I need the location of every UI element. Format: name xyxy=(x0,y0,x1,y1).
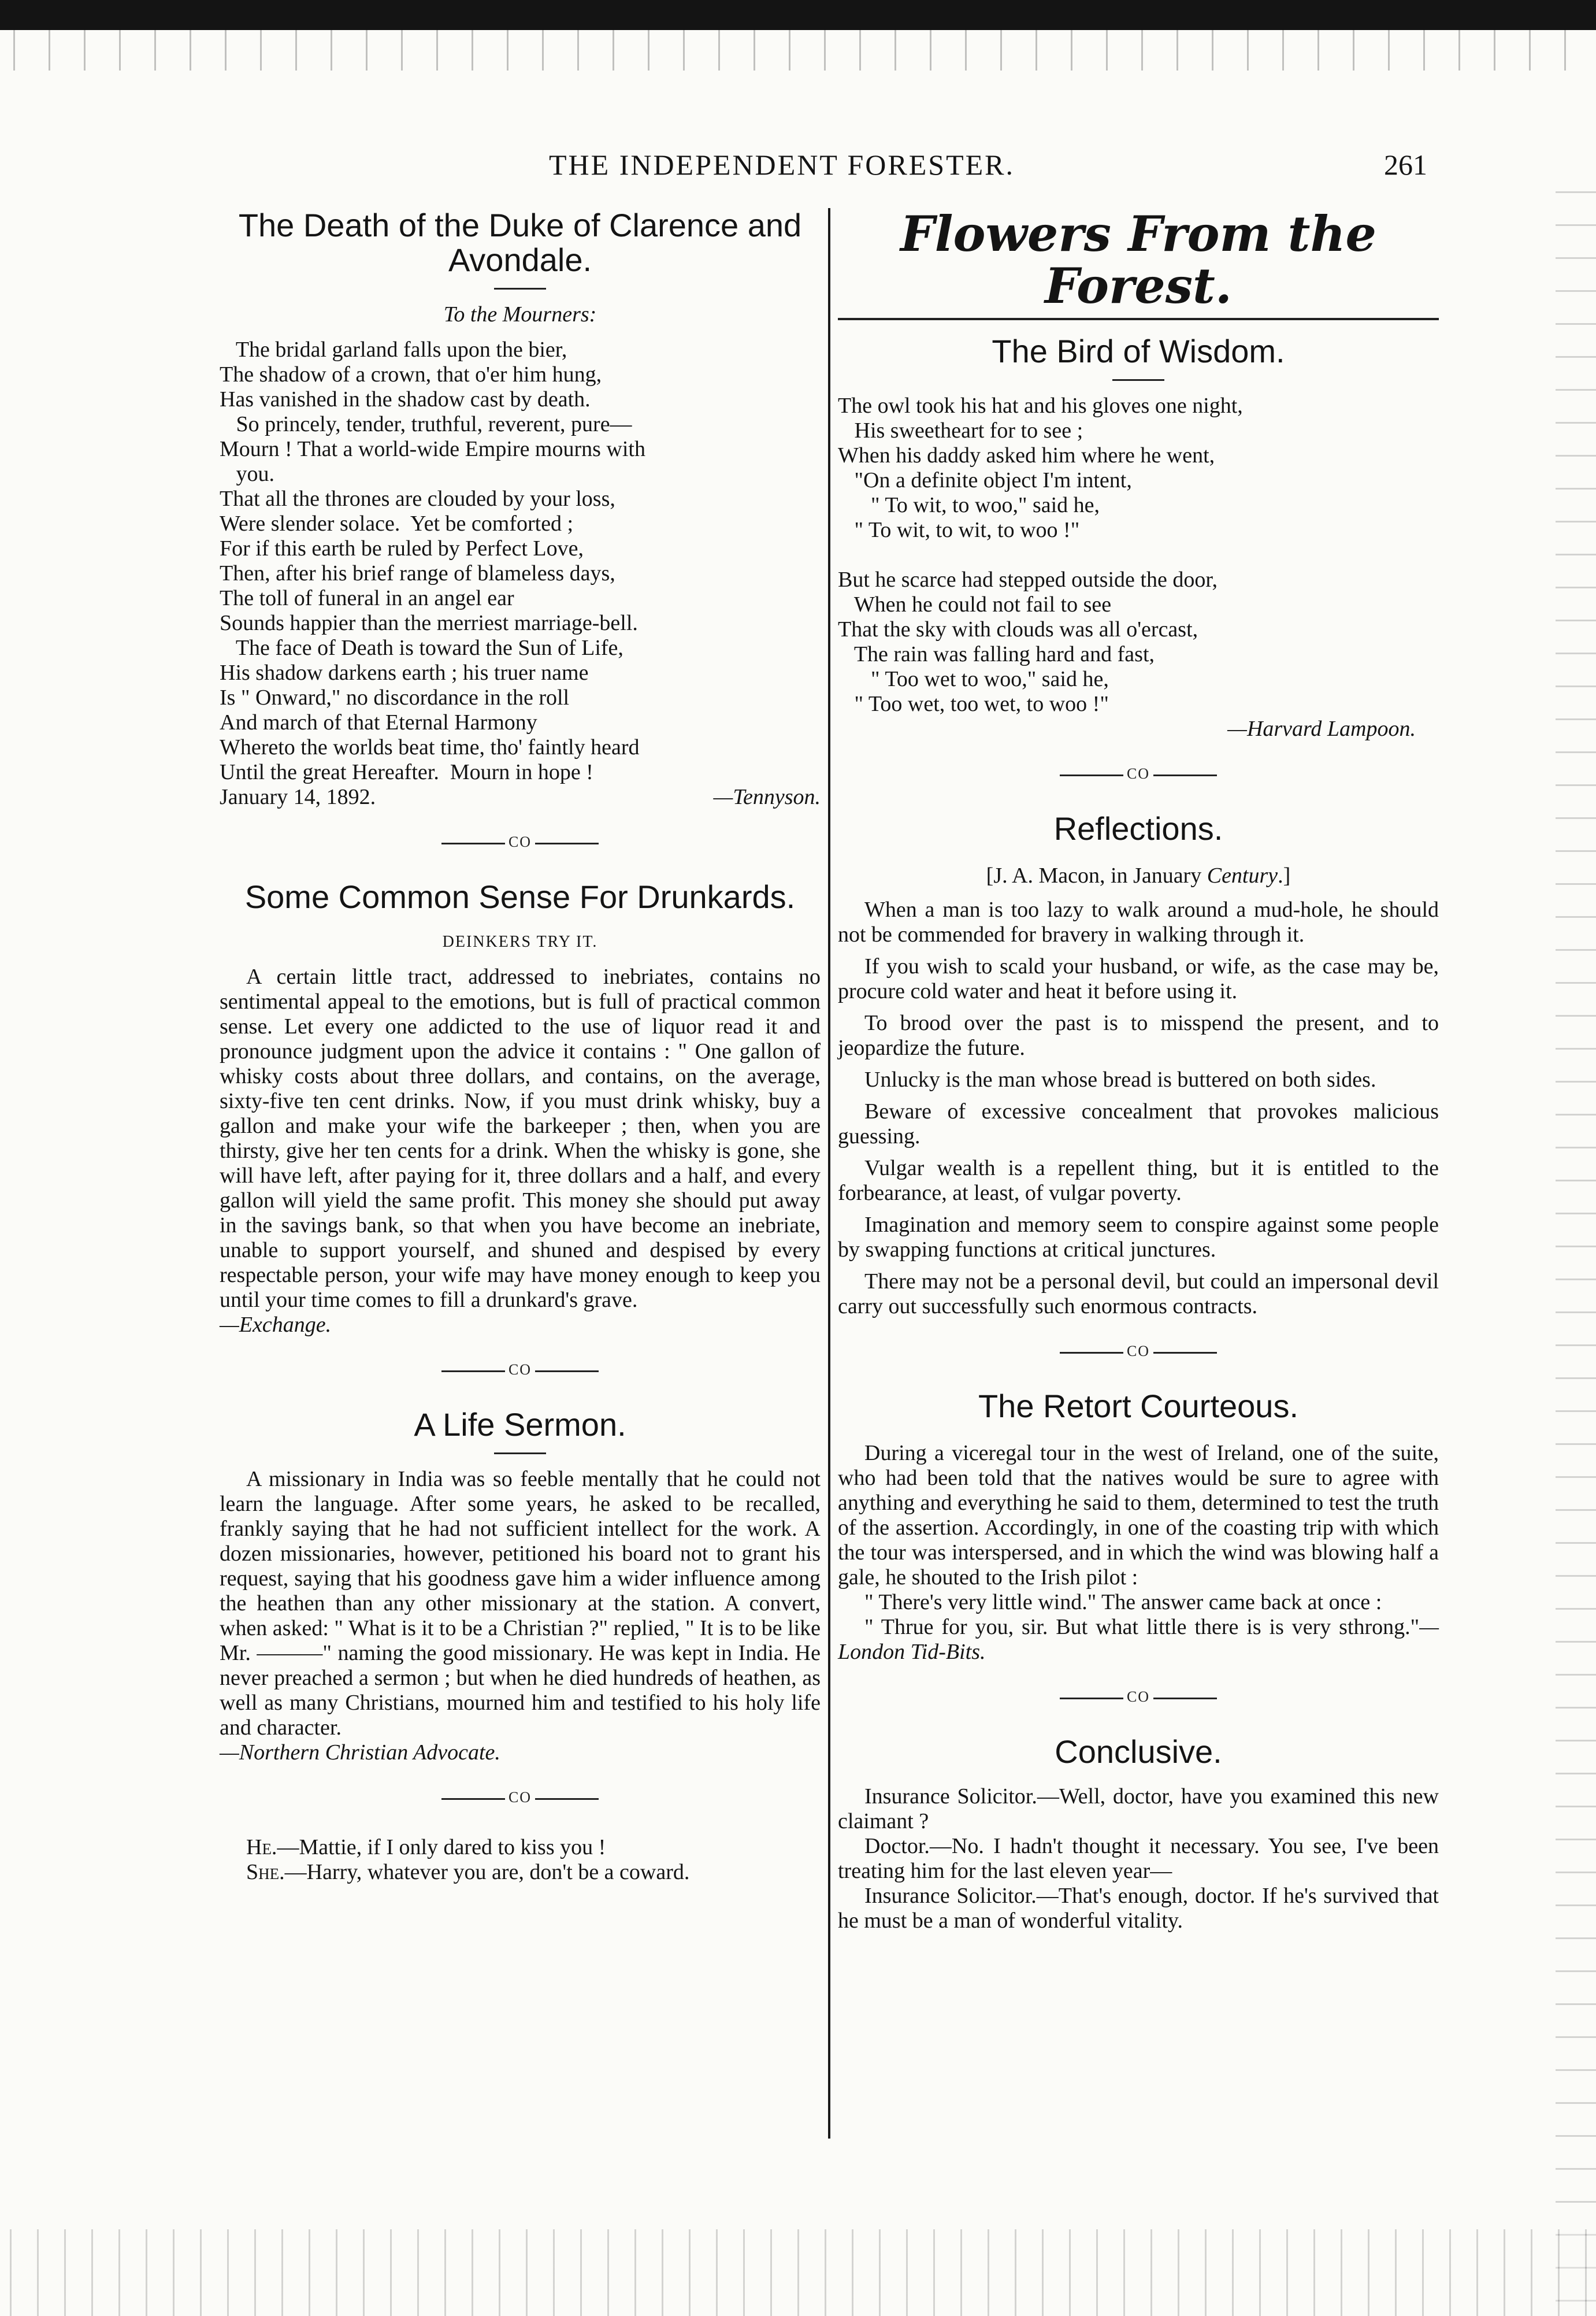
reflection-item: When a man is too lazy to walk around a mud-hole, he should not be commended for bravery in walking through it. xyxy=(838,898,1439,947)
reflection-item: Beware of excessive concealment that provokes malicious guessing. xyxy=(838,1099,1439,1148)
owl-source: —Harvard Lampoon. xyxy=(1227,717,1416,741)
duke-dedication: To the Mourners: xyxy=(443,302,597,327)
duke-date: January 14, 1892. xyxy=(220,785,376,809)
spacer xyxy=(838,1769,1439,1784)
retort-body-1: During a viceregal tour in the west of Ireland, one of the suite, who had been told that the natives would be sure to agree with anything and everything he said to them, determined to test the truth of the assertion. Accordingly, in one of the coasting trip with which the tour was interspersed, and in which the wind was blowing half a gale, he shouted to the Irish pilot : xyxy=(838,1441,1439,1589)
credit-suffix: .] xyxy=(1278,864,1291,888)
duke-author: —Tennyson. xyxy=(713,785,821,809)
separator-ornament: CO xyxy=(838,1684,1439,1709)
left-column xyxy=(220,208,821,1885)
rule xyxy=(1112,379,1164,381)
reflection-item: To brood over the past is to misspend the present, and to jeopardize the future. xyxy=(838,1011,1439,1060)
conclusive-p3: Insurance Solicitor.—That's enough, doctor. If he's survived that he must be a man of wonderful vitality. xyxy=(838,1884,1439,1933)
kiss-he xyxy=(220,1835,821,1860)
right-column xyxy=(838,205,1439,1933)
section-rule xyxy=(838,318,1439,320)
drunkards-title: Some Common Sense For Drunkards. xyxy=(244,879,796,915)
separator-ornament: CO xyxy=(838,761,1439,786)
page-top-border xyxy=(0,0,1596,30)
reflection-item: Vulgar wealth is a repellent thing, but it is entitled to the forbearance, at least, of vulgar poverty. xyxy=(838,1156,1439,1205)
running-head: THE INDEPENDENT FORESTER. xyxy=(549,149,1015,181)
drunkards-subtitle: DEINKERS TRY IT. xyxy=(442,933,598,951)
credit-prefix: [J. A. Macon, in January xyxy=(986,864,1207,888)
spacer xyxy=(838,1424,1439,1441)
separator-ornament: CO xyxy=(220,1785,821,1810)
reflection-item: There may not be a personal devil, but could an impersonal devil carry out successfully such enormous contracts. xyxy=(838,1269,1439,1318)
drunkards-source: —Exchange. xyxy=(220,1313,332,1337)
rule xyxy=(494,288,546,290)
separator-ornament: CO xyxy=(220,1357,821,1382)
sermon-body: A missionary in India was so feeble mentally that he could not learn the language. After some years, he asked to be recalled, frankly saying that he had not sufficient intellect for the work. A dozen missionaries, however, petitioned his board not to grant his request, saying that his goodness gave him a wider influence among the heathen than any other missionary at the station. A convert, when asked: " What is it to be a Christian ?" replied, " It is to be like Mr. ———" naming the good missionary. He was kept in India. He never preached a sermon ; but when he died hundreds of heathen, as well as many Christians, mourned him and testified to his holy life and character. xyxy=(220,1467,821,1740)
separator-ornament: CO xyxy=(220,829,821,854)
scan-noise-right xyxy=(1556,173,1596,2312)
duke-byline xyxy=(220,785,821,810)
retort-source: —London Tid-Bits. xyxy=(838,1615,1439,1664)
credit-magazine: Century xyxy=(1207,864,1278,888)
separator-ornament: CO xyxy=(838,1339,1439,1363)
conclusive-p2: Doctor.—No. I hadn't thought it necessary. You see, I've been treating him for the last eleven year— xyxy=(838,1834,1439,1883)
scan-noise-top xyxy=(0,30,1596,71)
reflections-title: Reflections. xyxy=(1053,810,1223,847)
spacer xyxy=(220,914,821,929)
retort-quote: " Thrue for you, sir. But what little there is is very sthrong." xyxy=(864,1615,1420,1639)
spacer xyxy=(838,846,1439,864)
reflection-item: Unlucky is the man whose bread is buttered on both sides. xyxy=(864,1068,1376,1092)
reflection-item: Imagination and memory seem to conspire against some people by swapping functions at critical junctures. xyxy=(838,1213,1439,1262)
he-label: He. xyxy=(246,1835,277,1859)
retort-title: The Retort Courteous. xyxy=(978,1388,1299,1424)
duke-poem: The bridal garland falls upon the bier, The shadow of a crown, that o'er him hung, Has vanished in the shadow cast by death. So princely, tender, truthful, reverent, pure— Mourn ! That a world-wide Empire mourns with you. That all the thrones are clouded by your loss, Were slender solace. Yet be comforted ; For if this earth be ruled by Perfect Love, Then, after his brief range of blameless days, The toll of funeral in an angel ear Sounds happier than the merriest marriage-bell. The face of Death is toward the Sun of Life, His shadow darkens earth ; his truer name Is " Onward," no discordance in the roll And march of that Eternal Harmony Whereto the worlds beat time, tho' faintly heard Until the great Hereafter. Mourn in hope ! xyxy=(220,338,645,784)
rule xyxy=(494,1452,546,1454)
drunkards-body: A certain little tract, addressed to inebriates, contains no sentimental appeal to the emotions, but is full of practical common sense. Let every one addicted to the use of liquor read it and pronounce judgment upon the advice it contains : " One gallon of whisky costs about three dollars, and contains, on the average, sixty-five ten cent drinks. Now, if you must drink whisky, buy a gallon and make your wife the barkeeper ; then, when you are thirsty, give her ten cents for a drink. When the whisky is gone, she will have left, after paying for it, three dollars and a half, and every gallon will yield the same profit. This money she should put away in the savings bank, so that when you have become an inebriate, unable to support yourself, and shuned and despised by every respectable person, your wife may have money enough to keep you until your time comes to fill a drunkard's grave. xyxy=(220,965,821,1312)
retort-body-2: " There's very little wind." The answer came back at once : xyxy=(864,1590,1382,1614)
reflections-credit xyxy=(838,864,1439,888)
she-line: —Harry, whatever you are, don't be a coward. xyxy=(284,1860,690,1884)
owl-poem: The owl took his hat and his gloves one night, His sweetheart for to see ; When his daddy asked him where he went, "On a definite object I'm intent, " To wit, to woo," said he, " To wit, to wit, to woo !" But he scarce had stepped outside the door, When he could not fail to see That the sky with clouds was all o'ercast, The rain was falling hard and fast, " Too wet to woo," said he, " Too wet, too wet, to woo !" xyxy=(838,394,1243,716)
sermon-title: A Life Sermon. xyxy=(414,1406,626,1443)
section-title: Flowers From the Forest. xyxy=(900,205,1376,314)
column-divider xyxy=(828,208,830,2139)
she-label: She. xyxy=(246,1860,285,1884)
sermon-source: —Northern Christian Advocate. xyxy=(220,1740,500,1765)
he-line: —Mattie, if I only dared to kiss you ! xyxy=(277,1835,606,1859)
retort-body-3 xyxy=(838,1615,1439,1665)
scan-noise-bottom xyxy=(0,2229,1596,2316)
page-header xyxy=(220,148,1427,194)
reflection-item: If you wish to scald your husband, or wife, as the case may be, procure cold water and heat it before using it. xyxy=(838,954,1439,1003)
conclusive-title: Conclusive. xyxy=(1055,1733,1222,1770)
conclusive-p1: Insurance Solicitor.—Well, doctor, have you examined this new claimant ? xyxy=(838,1784,1439,1833)
page-number: 261 xyxy=(1384,149,1427,181)
kiss-she xyxy=(220,1860,821,1885)
owl-title: The Bird of Wisdom. xyxy=(992,333,1285,369)
duke-title: The Death of the Duke of Clarence and Avondale. xyxy=(238,207,802,278)
